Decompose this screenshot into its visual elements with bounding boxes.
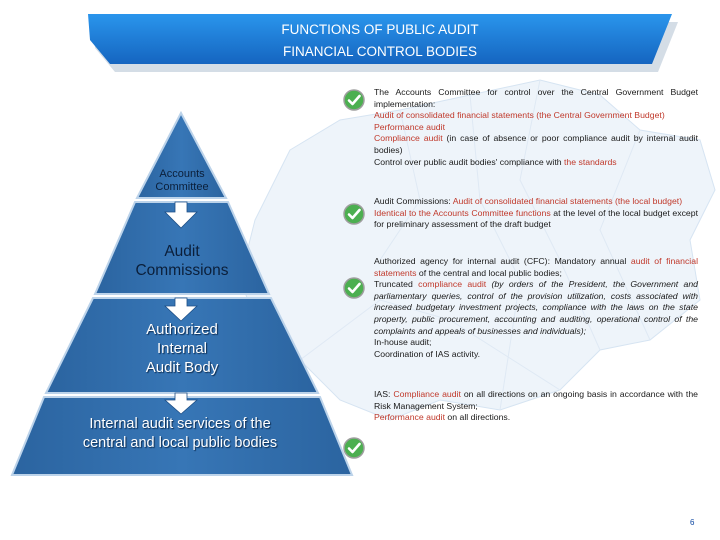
desc-highlight: compliance audit <box>418 279 487 290</box>
tier-1-line-2: Committee <box>155 181 209 193</box>
accounts-committee-description <box>374 87 698 168</box>
authorized-body-description <box>374 256 698 360</box>
desc-paragraph <box>374 389 698 412</box>
desc-paragraph <box>374 256 698 279</box>
tier-3-line-3: Audit Body <box>145 359 219 376</box>
desc-paragraph <box>374 279 698 337</box>
tier-2-line-2: Commissions <box>135 262 229 279</box>
tier-1-line-1: Accounts <box>159 168 205 180</box>
desc-text: on all directions on an ongoing basis in accordance with the Risk Management System; <box>374 389 698 411</box>
tier-2-line-1: Audit <box>164 243 200 260</box>
desc-text: Authorized agency for internal audit (CFC): Mandatory annual <box>374 256 631 266</box>
desc-text: at the level of the local budget except for preliminary assessment of the draft budget <box>374 207 698 230</box>
desc-text: The Accounts Committee for control over the Central Government Budget implementation: <box>374 87 698 109</box>
check-icon <box>343 89 365 111</box>
tier-label-authorized-body <box>80 320 284 377</box>
desc-highlight: Audit of consolidated financial statements (the Central Government Budget) <box>374 110 665 121</box>
desc-paragraph <box>374 133 698 156</box>
desc-highlight: Audit of consolidated financial statements (the local budget) <box>452 196 683 206</box>
desc-highlight: Identical to the Accounts Committee functions <box>374 207 551 218</box>
desc-paragraph <box>374 157 698 169</box>
title-line-1: FUNCTIONS OF PUBLIC AUDIT <box>281 22 479 37</box>
tier-label-audit-commissions <box>100 242 264 280</box>
desc-highlight: Performance audit <box>374 121 445 132</box>
ias-description <box>374 389 698 424</box>
check-icon <box>343 437 365 459</box>
desc-text: Coordination of IAS activity. <box>374 348 481 359</box>
tier-4-line-2: central and local public bodies <box>82 435 278 451</box>
tier-3-line-2: Internal <box>156 340 208 357</box>
desc-highlight: audit of financial statements <box>374 256 698 278</box>
tier-label-accounts-committee <box>130 168 234 194</box>
desc-text: In-house audit; <box>374 337 432 348</box>
desc-paragraph <box>374 208 698 231</box>
desc-highlight: Compliance audit <box>393 389 461 399</box>
title-line-2: FINANCIAL CONTROL BODIES <box>282 44 478 59</box>
tier-3-line-1: Authorized <box>146 321 218 338</box>
desc-paragraph <box>374 196 698 208</box>
desc-text: (in case of absence or poor compliance audit by internal audit bodies) <box>374 133 699 155</box>
check-icon <box>343 277 365 299</box>
desc-text: Control over public audit bodies' compliance with <box>374 156 564 167</box>
check-icon <box>343 203 365 225</box>
page-number: 6 <box>690 518 695 527</box>
desc-text: of the central and local public bodies; <box>416 267 562 278</box>
desc-text: Audit Commissions: <box>374 196 453 206</box>
desc-highlight: the standards <box>564 156 617 167</box>
desc-text: IAS: <box>374 389 394 399</box>
desc-highlight: Performance audit <box>374 412 445 423</box>
tier-label-internal-audit-services <box>20 415 340 453</box>
desc-text: on all directions. <box>445 412 511 423</box>
desc-paragraph <box>374 412 698 424</box>
audit-commissions-description <box>374 196 698 231</box>
desc-text: Truncated <box>374 279 419 290</box>
tier-4-line-1: Internal audit services of the <box>89 416 271 432</box>
desc-text: (by orders of the President, the Government and parliamentary queries, control of the provision utilization, costs associated with increased budgetary investment projects, compliance with the laws on the state property, public procurement, accounting and auditing, operational control of the complaints and appeals of businesses and individuals); <box>374 279 698 336</box>
desc-highlight: Compliance audit <box>374 133 443 144</box>
